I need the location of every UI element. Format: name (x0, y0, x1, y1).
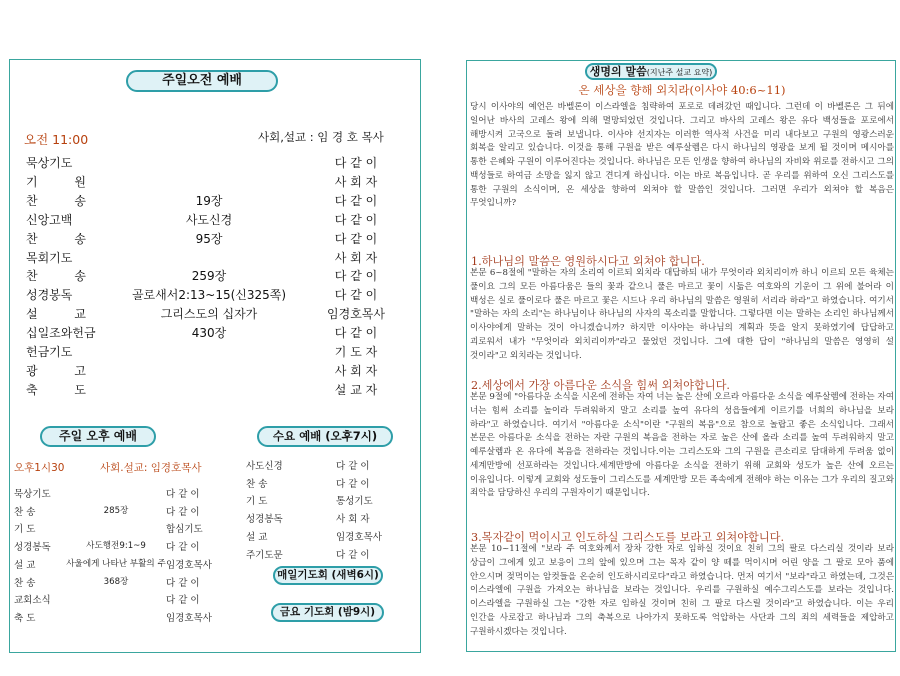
order-item-leader: 통성기도 (336, 496, 373, 508)
afternoon-order-row (14, 610, 234, 627)
order-item-name (26, 267, 86, 284)
order-item-leader: 사 회 자 (336, 514, 370, 526)
order-item-name: 설 교 (14, 559, 36, 571)
order-item-detail: 사울에게 나타난 부활의 주 (66, 558, 166, 569)
order-item-name (26, 230, 86, 247)
order-item-detail: 430장 (191, 326, 227, 341)
order-item-leader: 사 회 자 (334, 250, 378, 265)
order-item-leader: 임경호목사 (327, 307, 385, 322)
order-item-name-char: 설 (26, 307, 38, 322)
morning-order-row (26, 154, 406, 172)
wednesday-order-row (246, 476, 416, 493)
sermon-point-3-body: 본문 10~11절에 "보라 주 여호와께서 장차 강한 자로 임하실 것이요 친히 그의 팔로 다스리실 것이라 보라 상급이 그에게 있고 보응이 그의 앞에 있으며 그는 목자 같이 양 떼를 먹이시며 어린 양을 그 팔로 모아 품에 안으시며 젖먹이는 암컷들을 온순히 인도하시리로다"라고 하였습니다. 먼저 여기서 "보라"라고 하였는데, 그것은 이스라엘에 구원을 가져오는 하나님을 보라는 것입니다. 우리를 구원하실 예수그리스도를 보라는 것입니다. 이스라엘을 구원하실 그는 "강한 자로 임하실 것이며 친히 그 팔로 다스릴 것이라"고 하였습니다. 이는 우리 인간을 사로잡고 하나님과 그의 축복으로 나아가지 못하도록 억압하는 사단과 그의 죄의 세력들을 제압하고 구원하시겠다는 것입니다. (470, 544, 894, 637)
order-item-leader: 다 같 이 (334, 231, 378, 246)
order-item-name: 찬 송 (246, 478, 268, 490)
order-item-leader: 다 같 이 (334, 193, 378, 208)
order-item-name: 설 교 (246, 531, 268, 543)
friday-prayer-badge: 금요 기도회 (밤9시) (271, 603, 384, 622)
sermon-subtitle: 온 세상을 향해 외치라(이사야 40:6~11) (578, 83, 786, 97)
order-item-name-char: 교 (74, 307, 86, 322)
order-item-leader: 다 같 이 (166, 489, 200, 500)
order-item-leader: 다 같 이 (336, 478, 370, 490)
wednesday-order-row (246, 529, 416, 546)
afternoon-order-row (14, 504, 234, 521)
order-item-leader: 사 회 자 (334, 174, 378, 189)
order-item-detail: 19장 (195, 193, 223, 208)
afternoon-order-row (14, 539, 234, 556)
order-item-leader: 다 같 이 (334, 269, 378, 284)
order-item-detail: 사도신경 (185, 212, 233, 227)
order-item-name: 기 도 (14, 524, 36, 536)
worship-order-panel (9, 59, 421, 653)
order-item-name-char: 찬 (26, 193, 38, 208)
order-item-name: 십일조와헌금 (26, 326, 96, 341)
order-item-leader: 기 도 자 (334, 345, 378, 359)
order-item-name-char: 송 (74, 269, 86, 284)
order-item-name-char: 원 (74, 174, 86, 189)
order-item-leader: 사 회 자 (334, 363, 378, 378)
sermon-intro: 당시 이사야의 예언은 바벨론이 이스라엘을 침략하여 포로로 데려갔던 때입니다. 그런데 이 바벨론은 그 뒤에 일어난 바사의 고레스 왕에 의해 멸망되었던 것입니다. 그리고 바사의 고레스 왕은 유다 백성들을 포로에서 해방시켜 고국으로 돌려 보냅니다. 이사야 선지자는 이러한 역사적 사건을 미리 내다보고 구원의 영광스러운 회복을 알리고 있습니다. 이것을 통해 구원을 받은 예루살렘은 다시 하나님의 영광을 보게 될 것이며 메시아를 통한 은혜와 구원이 이루어진다는 것입니다. 하나님은 모든 인생을 향하여 하나님의 자비와 위로를 전하시고 그의 백성들로 하여금 소망을 잃지 않고 견디게 하십니다. 이는 바로 복음입니다. 곧 우리를 위하여 오신 그리스도를 통한 구원의 소식이며, 온 세상을 향하여 외쳐야 할 말씀인 것입니다. 그러면 우리가 외쳐야 할 복음은 무엇입니까? (470, 102, 894, 209)
wednesday-order-row (246, 458, 416, 475)
order-item-leader: 다 같 이 (166, 595, 200, 607)
order-item-name: 목회기도 (26, 250, 73, 265)
order-item-name-char: 송 (74, 193, 86, 208)
order-item-leader: 설 교 자 (334, 382, 378, 397)
afternoon-order-row (14, 486, 234, 503)
order-item-name: 묵상기도 (26, 156, 73, 170)
order-item-name (26, 381, 86, 398)
order-item-name: 찬 송 (14, 506, 36, 518)
order-item-name: 신앙고백 (26, 212, 73, 227)
order-item-name: 주기도문 (246, 549, 283, 561)
afternoon-service-time: 오후1시30 (14, 462, 65, 474)
order-item-detail: 259장 (191, 269, 227, 284)
order-item-name: 교회소식 (14, 595, 51, 607)
order-item-leader: 다 같 이 (166, 506, 200, 518)
morning-service-time: 오전 11:00 (24, 132, 89, 147)
order-item-detail: 285장 (103, 505, 129, 516)
order-item-name: 성경봉독 (14, 542, 51, 554)
order-item-leader: 다 같 이 (336, 461, 370, 472)
order-item-leader: 합심기도 (166, 524, 203, 536)
morning-order-row (26, 192, 406, 210)
order-item-detail: 사도행전9:1~9 (86, 541, 146, 552)
order-item-name-char: 고 (74, 363, 86, 378)
morning-order-row (26, 305, 406, 323)
morning-order-row (26, 381, 406, 399)
afternoon-order-row (14, 557, 234, 574)
order-item-detail: 그리스도의 십자가 (160, 307, 258, 322)
order-item-name (26, 192, 86, 209)
wednesday-order-row (246, 547, 416, 564)
sermon-point-3-heading: 3.목자같이 먹이시고 인도하실 그리스도를 보라고 외쳐야합니다. (471, 531, 784, 544)
order-item-name (26, 362, 86, 379)
order-item-leader: 다 같 이 (166, 577, 200, 589)
order-item-name (26, 305, 86, 322)
morning-order-row (26, 173, 406, 191)
order-item-name: 찬 송 (14, 577, 36, 589)
wednesday-service-title: 수요 예배 (오후7시) (257, 426, 393, 447)
afternoon-order-row (14, 521, 234, 538)
afternoon-order-row (14, 575, 234, 592)
sermon-title-note: (지난주 설교 요약) (646, 68, 713, 77)
sermon-panel (466, 60, 896, 652)
order-item-name-char: 도 (74, 382, 86, 397)
sermon-point-1-heading: 1.하나님의 말씀은 영원하시다고 외쳐야 합니다. (471, 255, 705, 268)
order-item-name-char: 송 (74, 231, 86, 246)
order-item-name (26, 173, 86, 190)
order-item-leader: 다 같 이 (166, 542, 200, 554)
order-item-name: 성경봉독 (26, 288, 73, 303)
afternoon-service-title: 주일 오후 예배 (40, 426, 156, 447)
morning-order-row (26, 362, 406, 380)
order-item-name: 축 도 (14, 612, 36, 624)
sermon-body (467, 61, 897, 653)
order-item-name-char: 축 (26, 382, 38, 397)
order-item-leader: 다 같 이 (334, 326, 378, 341)
order-item-name-char: 찬 (26, 269, 38, 284)
afternoon-order-row (14, 592, 234, 609)
order-item-name: 묵상기도 (14, 489, 51, 500)
order-item-name: 성경봉독 (246, 514, 283, 526)
order-item-name-char: 기 (26, 174, 38, 189)
sermon-title: 생명의 말씀 (589, 65, 647, 78)
order-item-leader: 임경호목사 (166, 612, 212, 624)
morning-service-title: 주일오전 예배 (126, 70, 278, 92)
morning-order-row (26, 267, 406, 285)
sermon-point-1-body: 본문 6~8절에 "말하는 자의 소리여 이르되 외치라 대답하되 내가 무엇이라 외치리이까 하니 이르되 모든 육체는 풀이요 그의 모든 아름다움은 들의 꽃과 같으니 풀은 마르고 꽃이 시듦은 여호와의 기운이 그 위에 불어라 이 백성은 실로 풀이로다 풀은 마르고 꽃은 시드나 우리 하나님의 말씀은 영원히 서리라 하라"고 하였습니다. 여기서 "말하는 자의 소리"는 하나님이나 하나님의 사자의 목소리를 말합니다. 그렇다면 이는 말하는 소리인 하나님께서 이사야에게 말하는 것이 아니겠습니까? 하지만 이사야는 하나님의 계획과 뜻을 알지 못하였기에 답답하고 괴로워서 내가 "무엇이라 외치리이까"라고 물었던 것입니다. 그에 대한 답이 "하나님의 말씀은 영영히 설 것이라"고 외치라는 것입니다. (470, 268, 894, 361)
order-item-detail: 골로새서2:13~15(신325쪽) (131, 288, 287, 303)
order-item-leader: 다 같 이 (334, 288, 378, 303)
order-item-leader: 다 같 이 (334, 212, 378, 227)
morning-service-leader: 사회,설교 : 임 경 호 목사 (258, 130, 384, 144)
morning-order-row (26, 343, 406, 361)
order-item-leader: 임경호목사 (166, 559, 212, 571)
order-item-name: 사도신경 (246, 461, 283, 472)
order-item-name-char: 찬 (26, 231, 38, 246)
wednesday-order-row (246, 493, 416, 510)
morning-order-row (26, 211, 406, 229)
morning-order-row (26, 324, 406, 342)
morning-order-row (26, 249, 406, 267)
sermon-point-2-body: 본문 9절에 "아름다운 소식을 시온에 전하는 자여 너는 높은 산에 오르라 아름다운 소식을 예루살렘에 전하는 자여 너는 힘써 소리를 높이라 두려워하지 말고 소리를 높여 유다의 성읍들에게 이르기를 너희의 하나님을 보라 하라"고 하였습니다. 여기서 "아름다운 소식"이란 "구원의 복음"으로 참으로 놀랍고 좋은 소식입니다. 그래서 본문은 아름다운 소식을 전하는 자란 구원의 복음을 전하는 자로 높은 산에 올라 소리를 높여 두려워하지 말고 예루살렘과 온 유다에 복음을 전하라는 것입니다.이는 그리스도와 그의 구원을 큰소리로 담대하게 두려움 없이 세계만방에 선포하라는 것입니다.세계만방에 아름다운 소식을 전하기 위해 교회와 성도가 높은 산에 오르는 이유입니다. 이렇게 교회와 성도들이 그리스도를 세계만방 모든 족속에게 전해야 하는 이유는 그가 우리의 질고와 죄악을 담당하신 우리의 구원자이기 때문입니다. (470, 392, 894, 499)
order-item-leader: 다 같 이 (336, 549, 370, 561)
order-item-leader: 임경호목사 (336, 531, 382, 543)
order-item-name: 헌금기도 (26, 345, 73, 359)
wednesday-order-row (246, 511, 416, 528)
afternoon-service-leader: 사회.설교: 임경호목사 (100, 462, 202, 474)
order-item-name: 기 도 (246, 496, 268, 508)
sermon-point-2-heading: 2.세상에서 가장 아름다운 소식을 힘써 외쳐야합니다. (471, 379, 730, 392)
order-item-detail: 368장 (103, 576, 129, 587)
morning-order-row (26, 230, 406, 248)
order-item-leader: 다 같 이 (334, 156, 378, 170)
order-item-detail: 95장 (195, 231, 223, 246)
daily-prayer-badge: 매일기도회 (새벽6시) (273, 566, 383, 585)
morning-order-row (26, 286, 406, 304)
order-item-name-char: 광 (26, 363, 38, 378)
